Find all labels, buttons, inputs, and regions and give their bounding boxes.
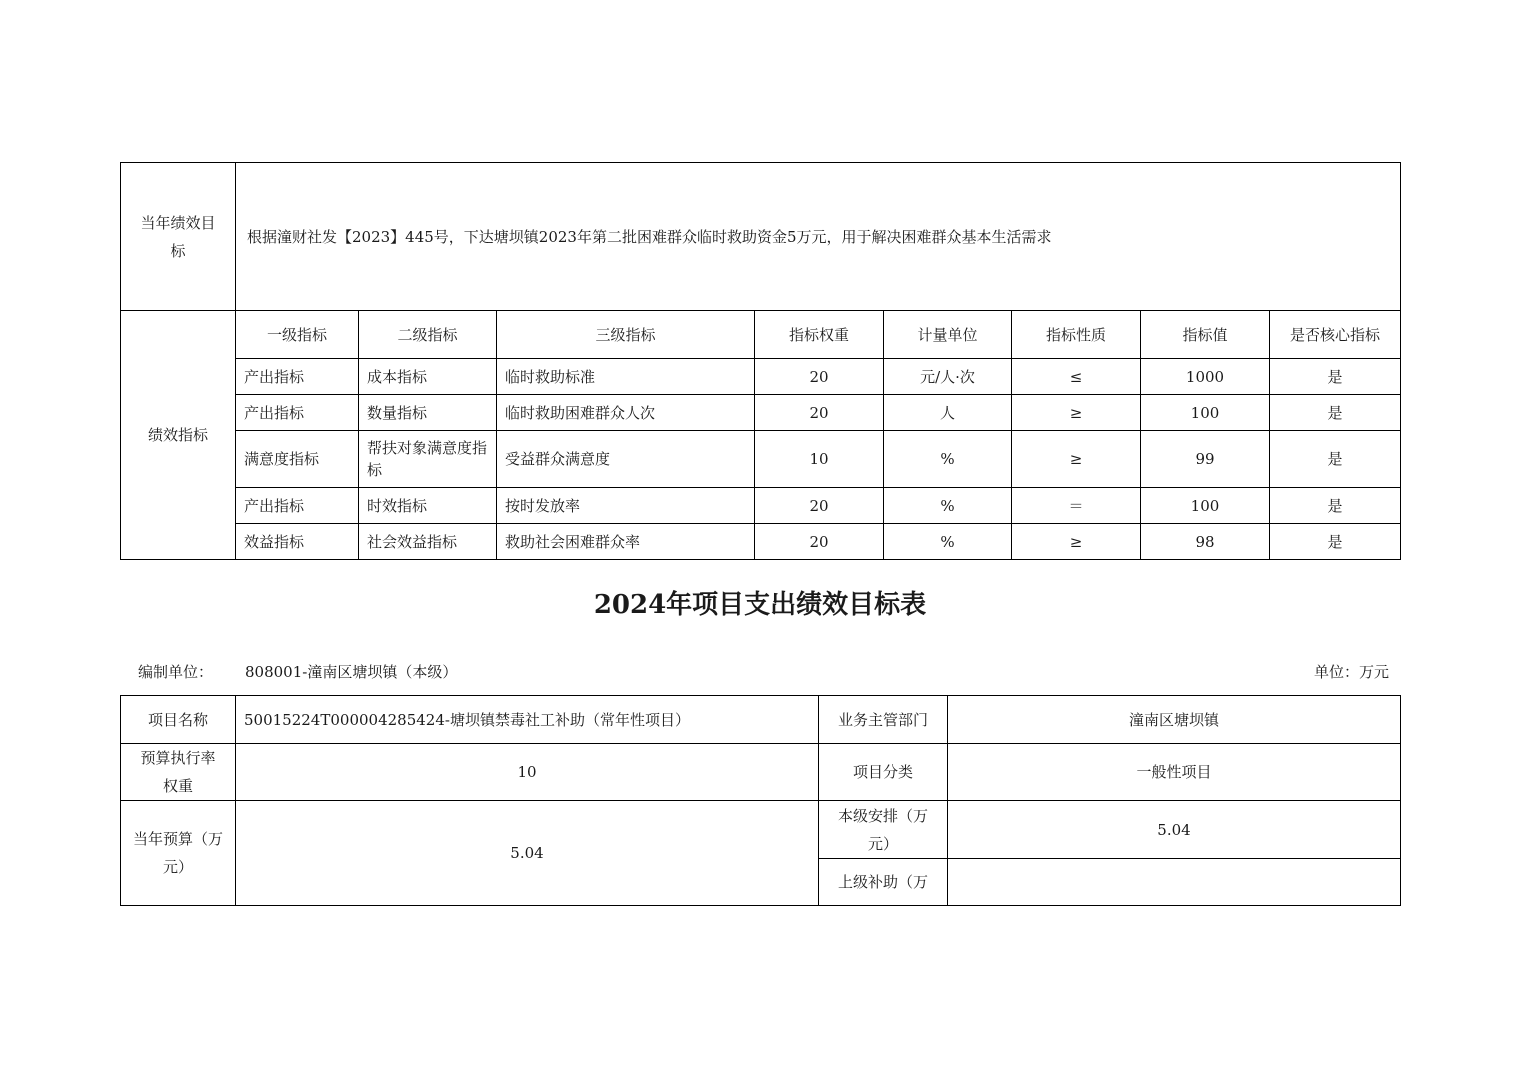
cell-value: 1000 <box>1141 359 1270 395</box>
page-title: 2024年项目支出绩效目标表 <box>593 590 927 620</box>
cell-unit: % <box>884 488 1012 524</box>
cell-weight: 20 <box>755 488 884 524</box>
header-level2: 二级指标 <box>359 311 497 359</box>
cell-level3: 救助社会困难群众率 <box>497 524 755 560</box>
cell-level3: 按时发放率 <box>497 488 755 524</box>
cell-level3: 受益群众满意度 <box>497 431 755 488</box>
category-value: 一般性项目 <box>948 744 1401 801</box>
goal-label: 当年绩效目标 <box>121 163 236 311</box>
performance-goal-table <box>120 162 1401 560</box>
cell-weight: 20 <box>755 524 884 560</box>
cell-level1: 产出指标 <box>236 359 359 395</box>
cell-weight: 10 <box>755 431 884 488</box>
table-row <box>121 395 1401 431</box>
header-nature: 指标性质 <box>1012 311 1141 359</box>
cell-value: 98 <box>1141 524 1270 560</box>
project-info-table <box>120 695 1401 906</box>
cell-unit: % <box>884 431 1012 488</box>
header-core: 是否核心指标 <box>1270 311 1401 359</box>
cell-level1: 满意度指标 <box>236 431 359 488</box>
cell-level2: 社会效益指标 <box>359 524 497 560</box>
cell-core: 是 <box>1270 524 1401 560</box>
cell-core: 是 <box>1270 488 1401 524</box>
cell-nature: ≥ <box>1012 395 1141 431</box>
cell-unit: 人 <box>884 395 1012 431</box>
table-row <box>121 524 1401 560</box>
cell-unit: 元/人·次 <box>884 359 1012 395</box>
rate-label: 预算执行率权重 <box>121 744 236 801</box>
cell-nature: ≤ <box>1012 359 1141 395</box>
header-unit: 计量单位 <box>884 311 1012 359</box>
local-label: 本级安排（万元） <box>819 801 948 859</box>
dept-value: 潼南区塘坝镇 <box>948 696 1401 744</box>
cell-value: 100 <box>1141 488 1270 524</box>
table-row <box>121 431 1401 488</box>
goal-text: 根据潼财社发【2023】445号，下达塘坝镇2023年第二批困难群众临时救助资金5万元，用于解决困难群众基本生活需求 <box>236 163 1401 311</box>
upper-value <box>948 859 1401 906</box>
cell-core: 是 <box>1270 395 1401 431</box>
cell-value: 100 <box>1141 395 1270 431</box>
header-value: 指标值 <box>1141 311 1270 359</box>
project-name-label: 项目名称 <box>121 696 236 744</box>
cell-core: 是 <box>1270 431 1401 488</box>
cell-level3: 临时救助困难群众人次 <box>497 395 755 431</box>
cell-level2: 时效指标 <box>359 488 497 524</box>
dept-label: 业务主管部门 <box>819 696 948 744</box>
budget-value: 5.04 <box>236 801 819 906</box>
cell-level1: 产出指标 <box>236 395 359 431</box>
cell-level2: 成本指标 <box>359 359 497 395</box>
header-weight: 指标权重 <box>755 311 884 359</box>
cell-level3: 临时救助标准 <box>497 359 755 395</box>
upper-label: 上级补助（万 <box>819 859 948 906</box>
cell-level1: 效益指标 <box>236 524 359 560</box>
money-unit: 单位：万元 <box>1313 663 1389 681</box>
category-label: 项目分类 <box>819 744 948 801</box>
unit-label: 编制单位： <box>138 663 214 681</box>
cell-weight: 20 <box>755 395 884 431</box>
cell-unit: % <box>884 524 1012 560</box>
cell-level2: 数量指标 <box>359 395 497 431</box>
cell-level1: 产出指标 <box>236 488 359 524</box>
cell-nature: ＝ <box>1012 488 1141 524</box>
cell-nature: ≥ <box>1012 431 1141 488</box>
header-level1: 一级指标 <box>236 311 359 359</box>
unit-value: 808001-潼南区塘坝镇（本级） <box>245 663 458 681</box>
cell-core: 是 <box>1270 359 1401 395</box>
local-value: 5.04 <box>948 801 1401 859</box>
table-row <box>121 488 1401 524</box>
indicator-label: 绩效指标 <box>121 311 236 560</box>
cell-weight: 20 <box>755 359 884 395</box>
project-name-value: 50015224T000004285424-塘坝镇禁毒社工补助（常年性项目） <box>236 696 819 744</box>
header-level3: 三级指标 <box>497 311 755 359</box>
budget-label: 当年预算（万元） <box>121 801 236 906</box>
table-row <box>121 359 1401 395</box>
cell-nature: ≥ <box>1012 524 1141 560</box>
rate-value: 10 <box>236 744 819 801</box>
cell-level2: 帮扶对象满意度指标 <box>359 431 497 488</box>
cell-value: 99 <box>1141 431 1270 488</box>
